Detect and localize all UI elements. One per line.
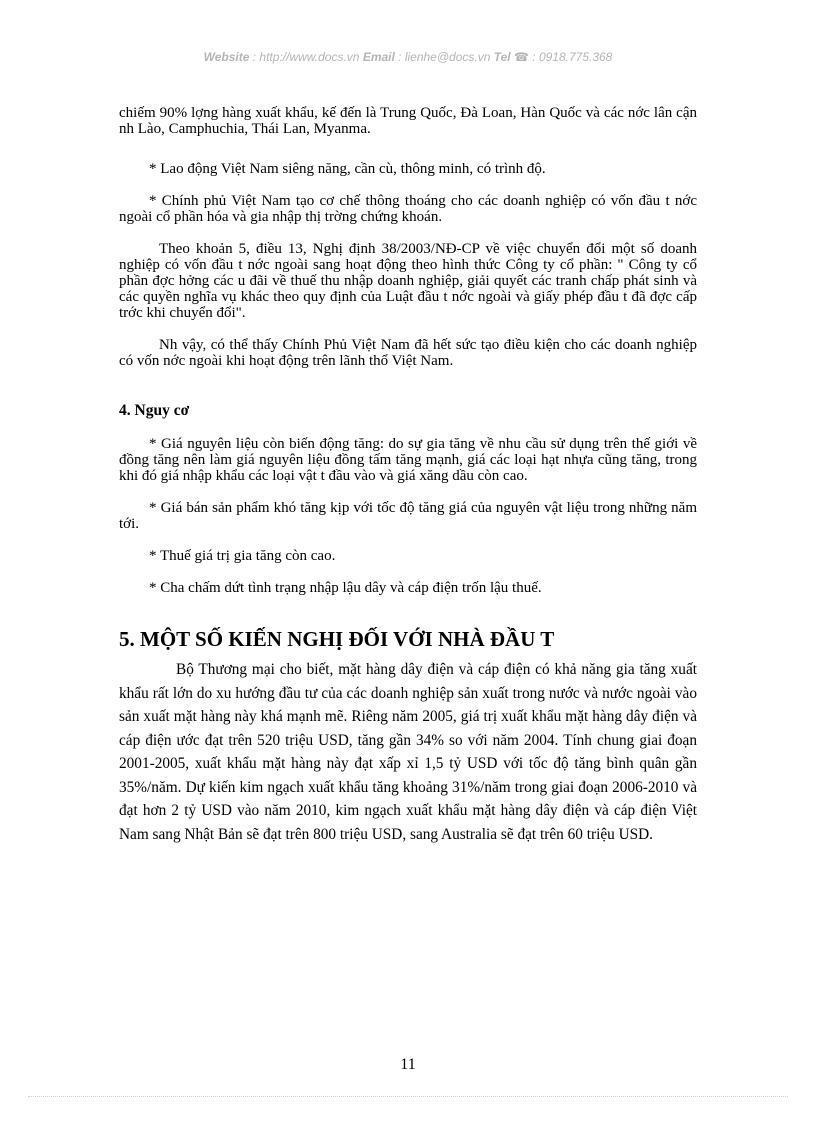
paragraph-decree: Theo khoản 5, điều 13, Nghị định 38/2003/NĐ-CP về việc chuyển đổi một số doanh nghiệp có vốn đầu t nớc ngoài sang hoạt động theo hình thức Công ty cổ phần: " Công ty cổ phần đợc hởng các u đãi về thuế thu nhập doanh nghiệp, giải quyết các tranh chấp phát sinh và các quyền nghĩa vụ khác theo quy định của Luật đầu t nớc ngoài và giấy phép đầu t đã đợc cấp trớc khi chuyển đổi".	[119, 241, 697, 321]
paragraph-conclusion: Nh vậy, có thể thấy Chính Phủ Việt Nam đã hết sức tạo điều kiện cho các doanh nghiệp có vốn nớc ngoài khi hoạt động trên lãnh thổ Việt Nam.	[119, 337, 697, 369]
email-label: Email	[362, 50, 395, 64]
paragraph-ministry-trade: Bộ Thương mại cho biết, mặt hàng dây điện và cáp điện có khả năng gia tăng xuất khẩu rất lớn do xu hướng đầu tư của các doanh nghiệp sản xuất trong nước và nước ngoài vào sản xuất mặt hàng này khá mạnh mẽ. Riêng năm 2005, giá trị xuất khẩu mặt hàng dây điện và cáp điện ước đạt trên 520 triệu USD, tăng gần 34% so với năm 2004. Tính chung giai đoạn 2001-2005, xuất khẩu mặt hàng này đạt xấp xỉ 1,5 tỷ USD với tốc độ tăng bình quân gần 35%/năm. Dự kiến kim ngạch xuất khẩu tăng khoảng 31%/năm trong giai đoạn 2006-2010 và đạt hơn 2 tỷ USD vào năm 2010, kim ngạch xuất khẩu mặt hàng dây điện và cáp điện Việt Nam sang Nhật Bản sẽ đạt trên 800 triệu USD, sang Australia sẽ đạt trên 60 triệu USD.	[119, 661, 697, 843]
footer-divider	[28, 1096, 788, 1097]
threat-item: * Cha chấm dứt tình trạng nhập lậu dây và cáp điện trốn lậu thuế.	[149, 580, 542, 596]
tel-number: : 0918.775.368	[528, 50, 613, 64]
section-heading-threats: 4. Nguy cơ	[119, 402, 190, 419]
website-url[interactable]: : http://www.docs.vn	[249, 50, 363, 64]
threat-item: * Thuế giá trị gia tăng còn cao.	[149, 548, 336, 564]
phone-icon: ☎	[513, 50, 529, 64]
paragraph-labor: * Lao động Việt Nam siêng năng, cần cù, thông minh, có trình độ.	[149, 161, 546, 177]
paragraph-continuation: chiếm 90% lợng hàng xuất khẩu, kế đến là Trung Quốc, Đà Loan, Hàn Quốc và các nớc lân cận nh Lào, Camphuchia, Thái Lan, Myanma.	[119, 105, 697, 137]
threat-item: * Giá nguyên liệu còn biến động tăng: do sự gia tăng về nhu cầu sử dụng trên thế giới về đồng tăng nên làm giá nguyên liệu đồng tấm tăng mạnh, giá các loại hạt nhựa cũng tăng, trong khi đó giá nhập khẩu các loại vật t đầu vào và giá xăng dầu còn cao.	[119, 436, 697, 484]
page-header	[0, 50, 816, 64]
email-address[interactable]: : lienhe@docs.vn	[394, 50, 494, 64]
page-number: 11	[400, 1056, 416, 1073]
section-heading-recommendations: 5. MỘT SỐ KIẾN NGHỊ ĐỐI VỚI NHÀ ĐẦU T	[119, 627, 555, 651]
threat-item: * Giá bán sản phẩm khó tăng kịp với tốc độ tăng giá của nguyên vật liệu trong những năm tới.	[119, 500, 697, 532]
page-content	[119, 105, 697, 846]
tel-label: Tel	[493, 50, 511, 64]
paragraph-government: * Chính phủ Việt Nam tạo cơ chế thông thoáng cho các doanh nghiệp có vốn đầu t nớc ngoài cổ phần hóa và gia nhập thị trờng chứng khoán.	[119, 193, 697, 225]
website-label: Website	[203, 50, 250, 64]
